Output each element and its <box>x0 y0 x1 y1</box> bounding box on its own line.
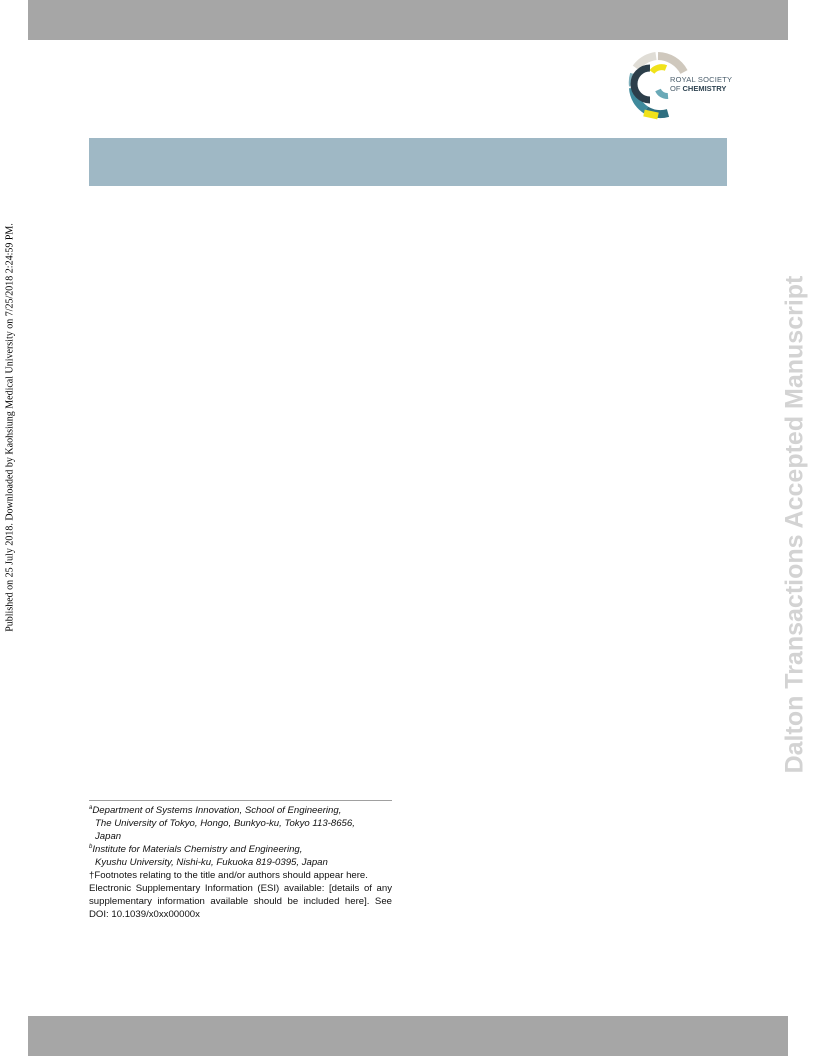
rsc-logo <box>628 50 738 120</box>
esi-footnote: Electronic Supplementary Information (ESI) available: [details of any supplementary information available should be included here]. See DOI: 10.1039/x0xx00000x <box>89 883 392 920</box>
title-band <box>89 138 727 186</box>
footnotes <box>89 800 392 921</box>
manuscript-watermark: Dalton Transactions Accepted Manuscript <box>780 275 809 774</box>
affiliation-a-line3: Japan <box>95 831 122 842</box>
affiliation-b-line2: Kyushu University, Nishi-ku, Fukuoka 819-0395, Japan <box>95 857 328 868</box>
affiliation-a: $^a$Department of Systems Innovation, School of Engineering, <box>89 804 342 816</box>
affiliation-b: $^b$Institute for Materials Chemistry and Engineering, <box>89 843 303 855</box>
logo-title-line2: OF CHEMISTRY <box>670 84 727 93</box>
affiliation-a-line2: The University of Tokyo, Hongo, Bunkyo-ku, Tokyo 113-8656, <box>95 818 355 829</box>
logo-title-line1: ROYAL SOCIETY <box>670 75 733 84</box>
header-bar <box>28 0 788 40</box>
download-notice: Published on 25 July 2018. Downloaded by Kaohsiung Medical University on 7/25/2018 2:24:59 PM. <box>4 223 16 632</box>
footer-bar <box>28 1016 788 1056</box>
dagger-footnote: †Footnotes relating to the title and/or authors should appear here. <box>89 870 368 881</box>
